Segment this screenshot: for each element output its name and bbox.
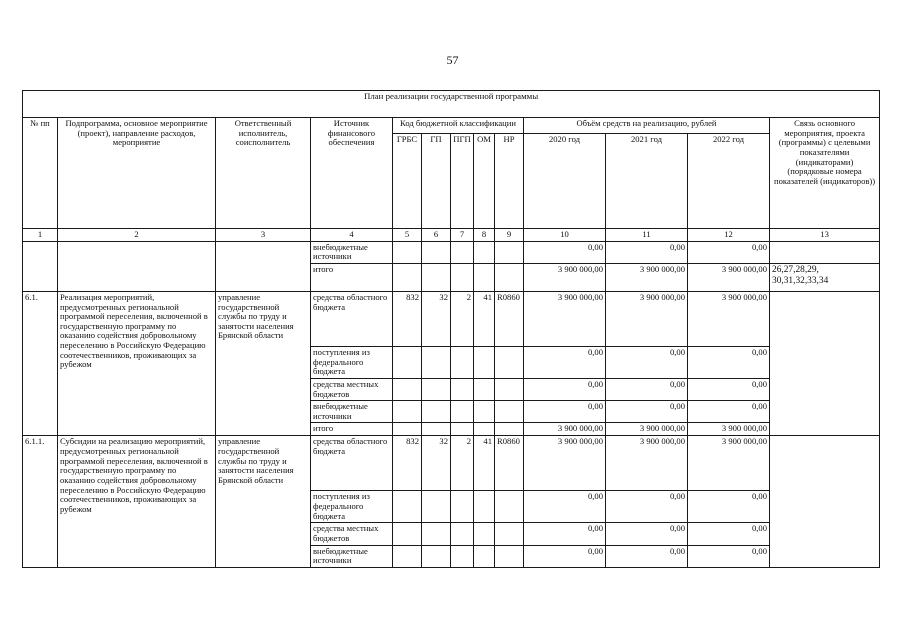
value-2022: 0,00 xyxy=(688,346,770,378)
header-np: НР xyxy=(495,134,524,229)
value-2020: 0,00 xyxy=(524,378,606,400)
column-number: 8 xyxy=(474,229,495,242)
source-cell: внебюджетные источники xyxy=(311,545,393,567)
value-2020: 0,00 xyxy=(524,401,606,423)
source-cell: средства местных бюджетов xyxy=(311,378,393,400)
column-number: 7 xyxy=(451,229,474,242)
gp-cell: 32 xyxy=(422,291,451,346)
np-cell: R0860 xyxy=(495,291,524,346)
om-cell: 41 xyxy=(474,436,495,491)
item-title: Реализация мероприятий, предусмотренных региональной программой переселения, включенной в государственную программу по оказанию содействия добровольному переселению в Российскую Федерацию соотечественников, проживающих за рубежом xyxy=(58,291,216,436)
value-2020: 0,00 xyxy=(524,491,606,523)
column-number: 9 xyxy=(495,229,524,242)
source-cell: средства областного бюджета xyxy=(311,436,393,491)
source-cell: средства областного бюджета xyxy=(311,291,393,346)
value-2021: 3 900 000,00 xyxy=(606,423,688,436)
indicator-link-cell xyxy=(770,291,880,436)
value-2021: 0,00 xyxy=(606,523,688,545)
grbs-cell: 832 xyxy=(393,291,422,346)
column-number: 2 xyxy=(58,229,216,242)
header-om: ОМ xyxy=(474,134,495,229)
table-title: План реализации государственной программы xyxy=(23,91,880,118)
column-number: 6 xyxy=(422,229,451,242)
page-number: 57 xyxy=(446,53,459,67)
value-2021: 3 900 000,00 xyxy=(606,291,688,346)
table-row xyxy=(23,241,880,263)
item-executor: управление государственной службы по труду и занятости населения Брянской области xyxy=(216,291,311,436)
indicator-link-cell xyxy=(770,241,880,263)
source-cell: итого xyxy=(311,423,393,436)
value-2021: 0,00 xyxy=(606,545,688,567)
column-number: 4 xyxy=(311,229,393,242)
value-2020: 0,00 xyxy=(524,241,606,263)
header-2021: 2021 год xyxy=(606,134,688,229)
num-cell xyxy=(23,241,58,291)
value-2020: 3 900 000,00 xyxy=(524,263,606,291)
value-2021: 0,00 xyxy=(606,378,688,400)
header-pgp: ПГП xyxy=(451,134,474,229)
source-cell: итого xyxy=(311,263,393,291)
header-gp: ГП xyxy=(422,134,451,229)
column-number: 13 xyxy=(770,229,880,242)
pgp-cell: 2 xyxy=(451,291,474,346)
value-2022: 0,00 xyxy=(688,545,770,567)
header-2022: 2022 год xyxy=(688,134,770,229)
header-budget-code: Код бюджетной классификации xyxy=(393,118,524,134)
item-number: 6.1. xyxy=(23,291,58,436)
source-cell: внебюджетные источники xyxy=(311,401,393,423)
header-source: Источник финансового обеспечения xyxy=(311,118,393,229)
source-cell: поступления из федерального бюджета xyxy=(311,491,393,523)
value-2021: 0,00 xyxy=(606,401,688,423)
column-number: 11 xyxy=(606,229,688,242)
source-cell: внебюджетные источники xyxy=(311,241,393,263)
value-2021: 3 900 000,00 xyxy=(606,436,688,491)
value-2021: 0,00 xyxy=(606,346,688,378)
column-number: 12 xyxy=(688,229,770,242)
header-volume: Объём средств на реализацию, рублей xyxy=(524,118,770,134)
header-subprogram: Подпрограмма, основное мероприятие (проект), направление расходов, мероприятие xyxy=(58,118,216,229)
item-title: Субсидии на реализацию мероприятий, предусмотренных региональной программой переселения, включенной в государственную программу по оказанию содействия добровольному переселению в Российскую Федерацию соотечественников, проживающих за рубежом xyxy=(58,436,216,568)
value-2020: 0,00 xyxy=(524,346,606,378)
value-2022: 3 900 000,00 xyxy=(688,436,770,491)
source-cell: поступления из федерального бюджета xyxy=(311,346,393,378)
value-2022: 3 900 000,00 xyxy=(688,423,770,436)
value-2021: 3 900 000,00 xyxy=(606,263,688,291)
program-plan-table xyxy=(22,90,880,568)
executor-cell xyxy=(216,241,311,291)
header-executor: Ответственный исполнитель, соисполнитель xyxy=(216,118,311,229)
value-2022: 0,00 xyxy=(688,241,770,263)
header-num: № пп xyxy=(23,118,58,229)
om-cell: 41 xyxy=(474,291,495,346)
value-2020: 3 900 000,00 xyxy=(524,436,606,491)
value-2021: 0,00 xyxy=(606,241,688,263)
item-number: 6.1.1. xyxy=(23,436,58,568)
indicator-link-cell xyxy=(770,436,880,568)
value-2022: 0,00 xyxy=(688,523,770,545)
value-2020: 3 900 000,00 xyxy=(524,291,606,346)
indicator-link-cell: 26,27,28,29, 30,31,32,33,34 xyxy=(770,263,880,291)
source-cell: средства местных бюджетов xyxy=(311,523,393,545)
pgp-cell: 2 xyxy=(451,436,474,491)
value-2022: 0,00 xyxy=(688,491,770,523)
column-number: 3 xyxy=(216,229,311,242)
value-2022: 0,00 xyxy=(688,401,770,423)
np-cell: R0860 xyxy=(495,436,524,491)
header-link: Связь основного мероприятия, проекта (программы) с целевыми показателями (индикаторами) (порядковые номера показателей (индикаторов)) xyxy=(770,118,880,229)
table-row xyxy=(23,291,880,346)
item-executor: управление государственной службы по труду и занятости населения Брянской области xyxy=(216,436,311,568)
grbs-cell: 832 xyxy=(393,436,422,491)
value-2020: 3 900 000,00 xyxy=(524,423,606,436)
column-number: 1 xyxy=(23,229,58,242)
value-2020: 0,00 xyxy=(524,545,606,567)
table-row xyxy=(23,436,880,491)
value-2020: 0,00 xyxy=(524,523,606,545)
value-2021: 0,00 xyxy=(606,491,688,523)
subprogram-cell xyxy=(58,241,216,291)
gp-cell: 32 xyxy=(422,436,451,491)
value-2022: 0,00 xyxy=(688,378,770,400)
header-2020: 2020 год xyxy=(524,134,606,229)
value-2022: 3 900 000,00 xyxy=(688,291,770,346)
header-grbs: ГРБС xyxy=(393,134,422,229)
column-number: 5 xyxy=(393,229,422,242)
value-2022: 3 900 000,00 xyxy=(688,263,770,291)
column-number: 10 xyxy=(524,229,606,242)
